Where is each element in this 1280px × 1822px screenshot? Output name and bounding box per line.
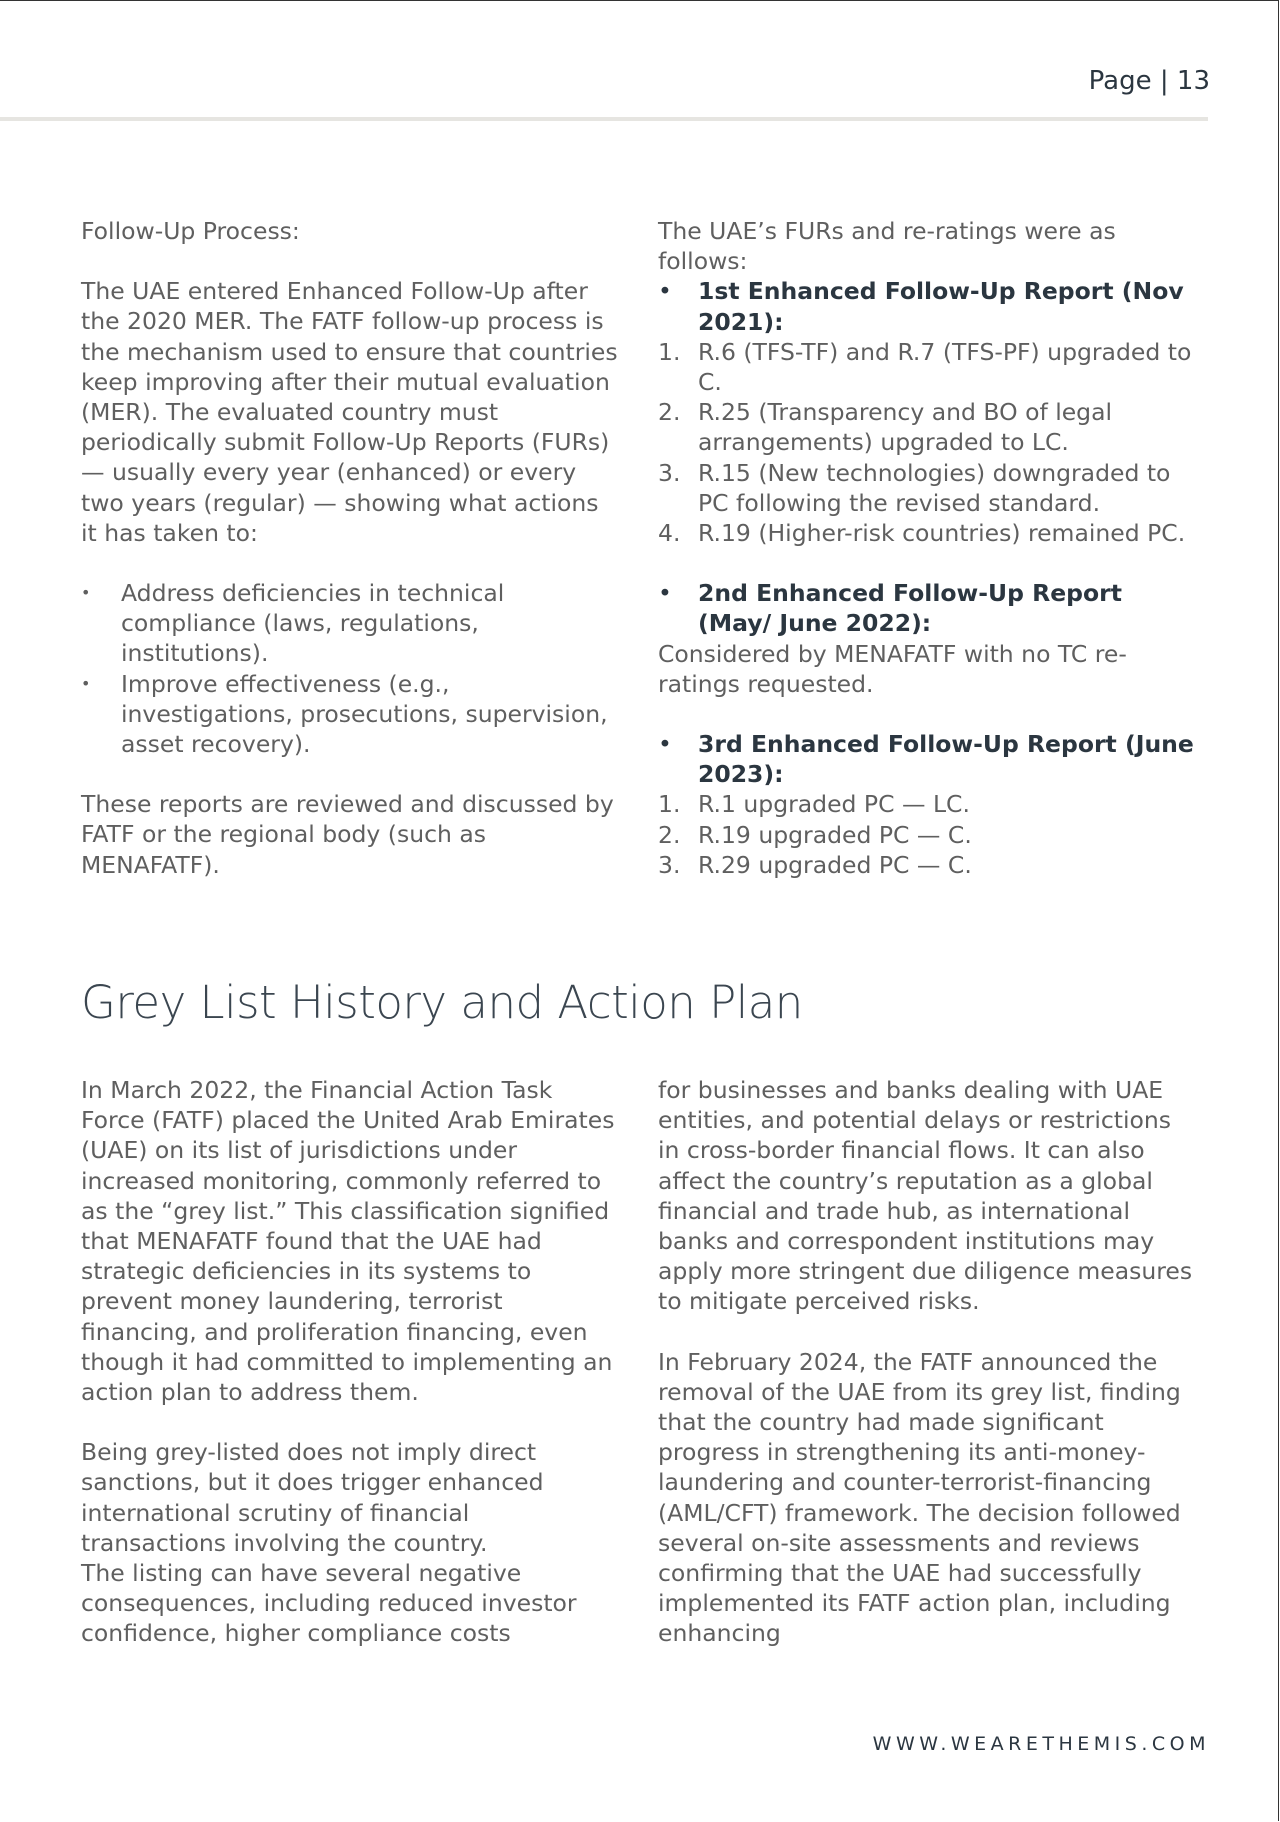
follow-up-right-column [658,216,1198,880]
list-number: 3. [658,458,681,487]
list-item [658,337,1198,397]
list-number: 2. [658,820,681,849]
list-item [81,578,621,669]
grey-list-paragraph: In February 2024, the FATF announced the removal of the UAE from its grey list, finding that the country had made significant progress in strengthening its anti-money-laundering and counter-terrorist-financing (AML/CFT) framework. The decision followed several on-site assessments and reviews confirming that the UAE had successfully implemented its FATF action plan, including enhancing [658,1347,1181,1648]
bullet-icon: • [658,277,672,306]
report-title-text: 2nd Enhanced Follow-Up Report (May/ June 2022): [698,579,1122,638]
report-title [658,276,1198,336]
list-item [658,518,1198,548]
list-number: 2. [658,398,681,427]
report-1-items [658,337,1198,548]
report-3 [658,729,1198,789]
list-number: 1. [658,790,681,819]
list-item [658,789,1198,819]
follow-up-closing: These reports are reviewed and discussed by FATF or the regional body (such as MENAFATF). [81,790,614,879]
grey-list-right-column [658,1075,1198,1649]
report-2 [658,578,1198,638]
list-item [658,458,1198,518]
bullet-icon: • [658,579,672,608]
list-item-text: R.1 upgraded PC — LC. [698,790,970,819]
grey-list-paragraph: for businesses and banks dealing with UAE entities, and potential delays or restrictions in cross-border financial flows. It can also affect the country’s reputation as a global financial and trade hub, as international banks and correspondent institutions may apply more stringent due diligence measures to mitigate perceived risks. [658,1076,1193,1316]
list-item [658,397,1198,457]
grey-list-paragraph: Being grey-listed does not imply direct sanctions, but it does trigger enhanced international scrutiny of financial transactions involving the country. [81,1438,544,1557]
bullet-icon: • [81,583,91,603]
list-item [658,820,1198,850]
report-title-text: 1st Enhanced Follow-Up Report (Nov 2021): [698,277,1184,336]
section-title: Grey List History and Action Plan [81,976,803,1029]
list-item-text: R.15 (New technologies) downgraded to PC following the revised standard. [698,458,1171,517]
grey-list-paragraph: In March 2022, the Financial Action Task Force (FATF) placed the United Arab Emirates (UAE) on its list of jurisdictions under increased monitoring, commonly referred to as the “grey list.” This classification signified that MENAFATF found that the UAE had strategic deficiencies in its systems to prevent money laundering, terrorist financing, and proliferation financing, even though it had committed to implementing an action plan to address them. [81,1076,615,1407]
report-title-text: 3rd Enhanced Follow-Up Report (June 2023): [698,730,1194,789]
list-item [81,669,621,760]
report-1 [658,276,1198,336]
list-item [658,850,1198,880]
list-item-text: Improve effectiveness (e.g., investigations, prosecutions, supervision, asset recovery). [121,669,608,759]
list-number: 1. [658,337,681,366]
list-item-text: Address deficiencies in technical compliance (laws, regulations, institutions). [121,579,505,668]
page-number: Page | 13 [1088,66,1210,96]
follow-up-heading: Follow-Up Process: [81,217,300,245]
follow-up-actions-list [81,578,621,759]
list-item-text: R.19 (Higher-risk countries) remained PC. [698,519,1186,548]
header-divider [0,117,1208,121]
list-item-text: R.25 (Transparency and BO of legal arrangements) upgraded to LC. [698,398,1113,457]
grey-list-paragraph: The listing can have several negative consequences, including reduced investor confidence, higher compliance costs [81,1559,577,1648]
list-item-text: R.6 (TFS-TF) and R.7 (TFS-PF) upgraded to C. [698,337,1192,397]
follow-up-intro: The UAE entered Enhanced Follow-Up after the 2020 MER. The FATF follow-up process is the mechanism used to ensure that countries keep improving after their mutual evaluation (MER). The evaluated country must periodically submit Follow-Up Reports (FURs) — usually every year (enhanced) or every two years (regular) — showing what actions it has taken to: [81,277,618,547]
report-3-items [658,789,1198,880]
report-2-note: Considered by MENAFATF with no TC re-ratings requested. [658,639,1127,698]
report-title [658,578,1198,638]
list-item-text: R.29 upgraded PC — C. [698,850,972,879]
furs-intro: The UAE’s FURs and re-ratings were as follows: [658,217,1116,276]
grey-list-left-column [81,1075,621,1649]
list-item-text: R.19 upgraded PC — C. [698,820,972,849]
bullet-icon: • [658,730,672,759]
list-number: 4. [658,519,681,548]
bullet-icon: • [81,673,91,693]
report-title [658,729,1198,789]
follow-up-left-column [81,216,621,880]
footer-website-url[interactable]: WWW.WEARETHEMIS.COM [872,1733,1210,1755]
list-number: 3. [658,850,681,879]
